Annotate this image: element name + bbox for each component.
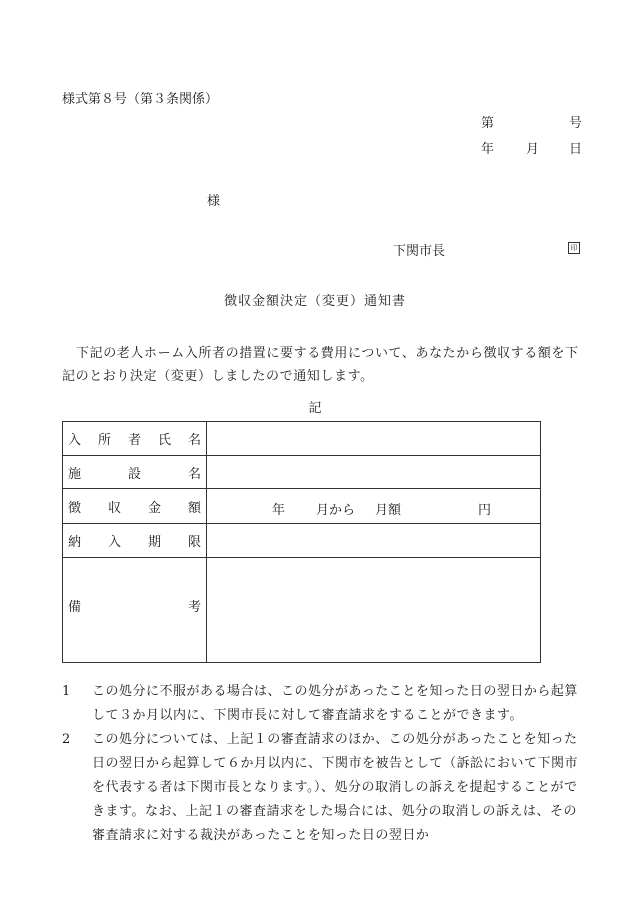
table-row [63,422,541,456]
value-payment-deadline[interactable] [207,524,541,558]
form-number: 様式第８号（第３条関係） [62,92,219,107]
intro-paragraph: 下記の老人ホーム入所者の措置に要する費用について、あなたから徴収する額を下記のとおり決定（変更）しましたので通知します。 [62,346,579,384]
list-item [62,728,584,848]
amount-monthly-label: 月額 [375,502,402,518]
reference-number-label: 第 [481,116,495,131]
addressee-honorific: 様 [207,194,221,209]
amount-yen-label: 円 [478,502,492,518]
seal-icon: 印 [568,242,580,254]
amount-year-label: 年 [272,502,286,518]
ki-heading: 記 [308,401,322,416]
table-row [63,489,541,524]
value-remarks[interactable] [207,557,541,662]
issuer-name: 下関市長 [393,244,446,259]
date-day-label: 日 [569,142,583,157]
table-row [63,524,541,558]
date-year-label: 年 [481,142,495,157]
notes-list [62,680,584,848]
date-month-label: 月 [526,142,540,157]
table-row [63,455,541,489]
label-remarks: 備 考 [63,557,207,662]
label-facility-name: 施 設 名 [63,455,207,489]
document-title: 徴収金額決定（変更）通知書 [223,294,406,309]
note-number: 2 [62,732,71,747]
value-facility-name[interactable] [207,455,541,489]
note-text: この処分に不服がある場合は、この処分があったことを知った日の翌日から起算して３か月以内に、下関市長に対して審査請求をすることができます。 [92,684,578,723]
list-item [62,680,584,728]
label-collection-amount: 徴 収 金 額 [63,489,207,524]
note-number: 1 [62,684,71,699]
reference-number-suffix: 号 [569,116,583,131]
label-payment-deadline: 納 入 期 限 [63,524,207,558]
table-row [63,557,541,662]
note-text: この処分については、上記１の審査請求のほか、この処分があったことを知った日の翌日から起算して６か月以内に、下関市を被告として（訴訟において下関市を代表する者は下関市長となります。）、処分の取消しの訴えを提起することができます。なお、上記１の審査請求をした場合には、処分の取消しの訴えは、その審査請求に対する裁決があったことを知った日の翌日か [92,732,579,843]
amount-from-month-label: 月から [316,502,356,518]
label-resident-name: 入 所 者 氏 名 [63,422,207,456]
value-collection-amount[interactable] [207,489,541,524]
value-resident-name[interactable] [207,422,541,456]
info-table [62,421,541,663]
